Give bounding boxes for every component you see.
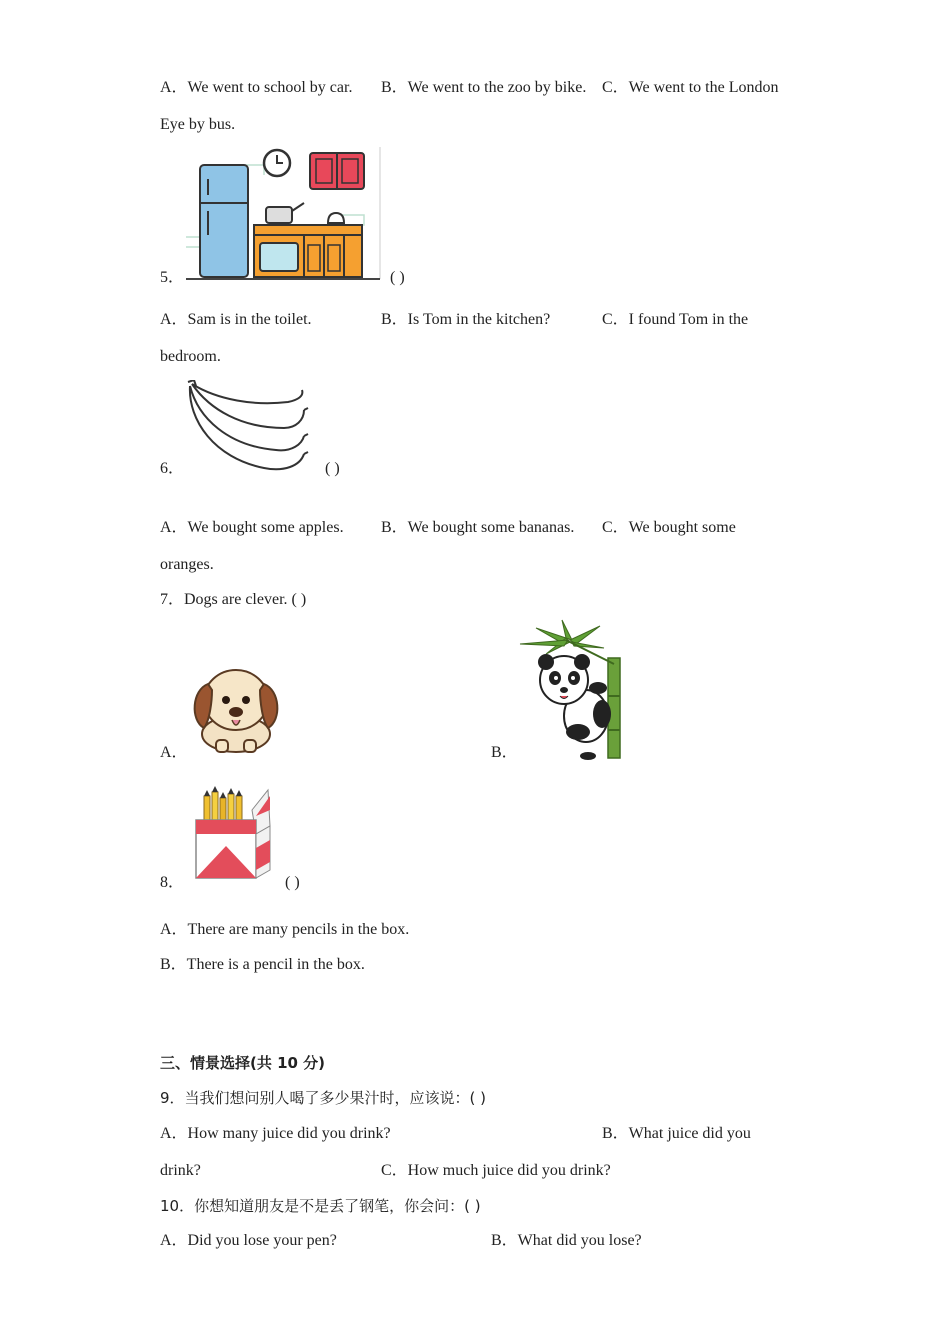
q5-number: 5． (160, 269, 185, 286)
q9-option-b[interactable]: B．What juice did you (602, 1125, 751, 1142)
q6-option-a[interactable]: A．We bought some apples. (160, 519, 344, 536)
panda-image (516, 618, 628, 760)
q5-option-c[interactable]: C．I found Tom in the (602, 311, 749, 328)
q8-number: 8． (160, 874, 185, 891)
q6-option-c[interactable]: C．We bought some (602, 519, 736, 536)
q4-option-c-continued: Eye by bus. (160, 116, 236, 133)
q9-option-a[interactable]: A．How many juice did you drink? (160, 1125, 391, 1142)
q7-option-a[interactable]: A． (160, 744, 188, 761)
q4-option-a[interactable]: A．We went to school by car. (160, 79, 353, 96)
q5-option-b[interactable]: B．Is Tom in the kitchen? (381, 311, 551, 328)
q10-option-a[interactable]: A．Did you lose your pen? (160, 1232, 337, 1249)
q6-number: 6． (160, 460, 185, 477)
bananas-image (184, 380, 310, 474)
q10-option-b[interactable]: B．What did you lose? (491, 1232, 642, 1249)
q5-option-c-continued: bedroom. (160, 348, 221, 365)
pencil-box-image (190, 786, 276, 882)
q7-option-b[interactable]: B． (491, 744, 518, 761)
q9-stem: 9．当我们想问别人喝了多少果汁时，应该说：( ) (160, 1089, 487, 1107)
q10-stem: 10．你想知道朋友是不是丢了钢笔，你会问：( ) (160, 1197, 481, 1215)
section-title: 三、情景选择(共 10 分) (160, 1054, 326, 1072)
q6-answer-blank[interactable]: ( ) (325, 460, 340, 477)
q6-option-c-continued: oranges. (160, 556, 214, 573)
q4-option-c[interactable]: C．We went to the London (602, 79, 779, 96)
q9-option-b-continued: drink? (160, 1162, 201, 1179)
q6-option-b[interactable]: B．We bought some bananas. (381, 519, 575, 536)
q7-stem: 7．Dogs are clever. ( ) (160, 591, 307, 608)
dog-image (186, 660, 286, 756)
q9-option-c[interactable]: C．How much juice did you drink? (381, 1162, 611, 1179)
kitchen-image (182, 145, 382, 281)
q5-answer-blank[interactable]: ( ) (390, 269, 405, 286)
q8-option-b[interactable]: B．There is a pencil in the box. (160, 956, 365, 973)
q8-answer-blank[interactable]: ( ) (285, 874, 300, 891)
q4-option-b[interactable]: B．We went to the zoo by bike. (381, 79, 587, 96)
q8-option-a[interactable]: A．There are many pencils in the box. (160, 921, 410, 938)
q5-option-a[interactable]: A．Sam is in the toilet. (160, 311, 312, 328)
